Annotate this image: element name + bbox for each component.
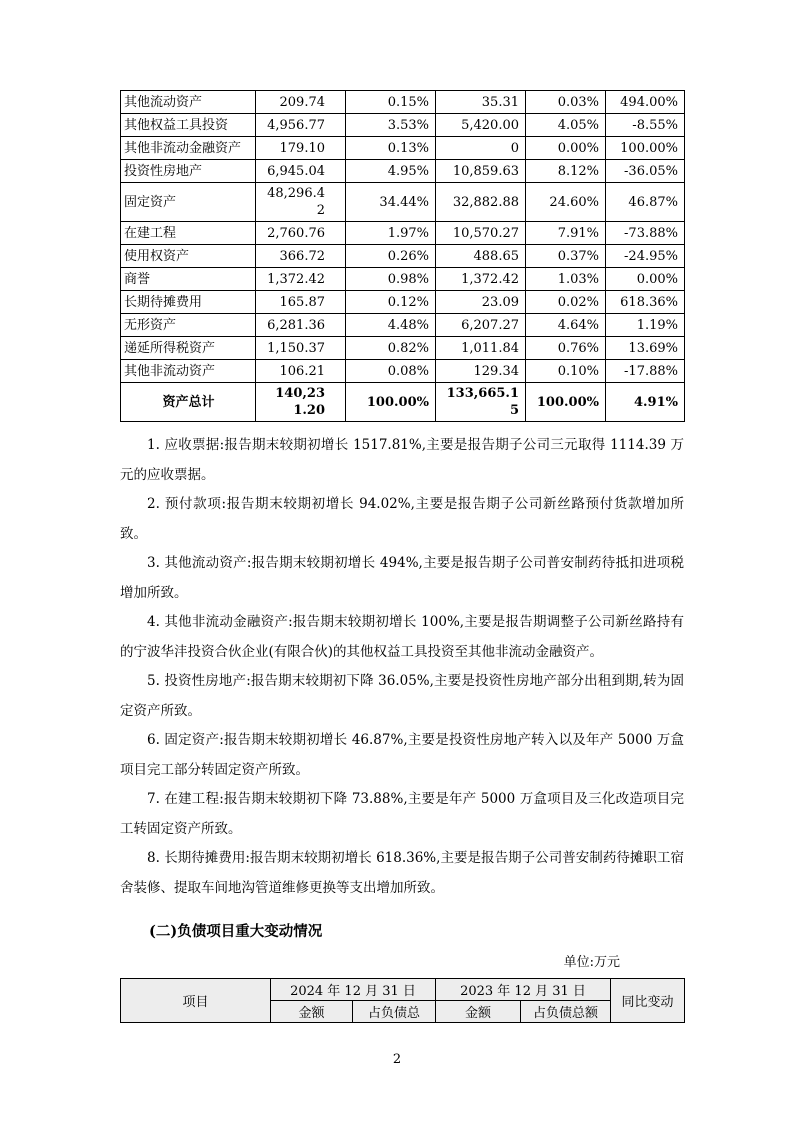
value-cell: 0.82% xyxy=(346,337,436,360)
value-cell: 209.74 xyxy=(256,91,346,114)
value-cell: -8.55% xyxy=(606,114,685,137)
page-content xyxy=(120,90,684,1023)
value-cell: 34.44% xyxy=(346,183,436,222)
value-cell: 32,882.88 xyxy=(436,183,526,222)
asset-total-row xyxy=(121,383,685,422)
asset-table-row xyxy=(121,183,685,222)
item-name-cell: 递延所得税资产 xyxy=(121,337,256,360)
asset-table-row xyxy=(121,114,685,137)
asset-table-row xyxy=(121,360,685,383)
value-cell: 0.00% xyxy=(526,137,606,160)
value-cell: 165.87 xyxy=(256,291,346,314)
value-cell: 1,150.37 xyxy=(256,337,346,360)
header-yoy: 同比变动 xyxy=(611,979,685,1023)
value-cell: 4.91% xyxy=(606,383,685,422)
asset-table-row xyxy=(121,222,685,245)
value-cell: 129.34 xyxy=(436,360,526,383)
value-cell: 494.00% xyxy=(606,91,685,114)
value-cell: 6,207.27 xyxy=(436,314,526,337)
value-cell: 10,859.63 xyxy=(436,160,526,183)
value-cell: 13.69% xyxy=(606,337,685,360)
note-paragraph: 5. 投资性房地产:报告期末较期初下降 36.05%,主要是投资性房地产部分出租到期,转为固定资产所致。 xyxy=(120,673,684,719)
value-cell: 4,956.77 xyxy=(256,114,346,137)
value-cell: 488.65 xyxy=(436,245,526,268)
value-cell: 0.15% xyxy=(346,91,436,114)
item-name-cell: 其他权益工具投资 xyxy=(121,114,256,137)
value-cell: 100.00% xyxy=(526,383,606,422)
value-cell: -73.88% xyxy=(606,222,685,245)
value-cell: 10,570.27 xyxy=(436,222,526,245)
value-cell: 6,281.36 xyxy=(256,314,346,337)
asset-table-row xyxy=(121,91,685,114)
item-name-cell: 其他非流动金融资产 xyxy=(121,137,256,160)
note-paragraph: 1. 应收票据:报告期末较期初增长 1517.81%,主要是报告期子公司三元取得 1114.39 万元的应收票据。 xyxy=(120,437,684,483)
value-cell: 0.12% xyxy=(346,291,436,314)
item-name-cell: 无形资产 xyxy=(121,314,256,337)
value-cell: 0.08% xyxy=(346,360,436,383)
value-cell: 1.97% xyxy=(346,222,436,245)
value-cell: 48,296.42 xyxy=(256,183,346,222)
note-paragraph: 2. 预付款项:报告期末较期初增长 94.02%,主要是报告期子公司新丝路预付货款增加所致。 xyxy=(120,496,684,542)
value-cell: 106.21 xyxy=(256,360,346,383)
asset-table-row xyxy=(121,337,685,360)
note-paragraph: 8. 长期待摊费用:报告期末较期初增长 618.36%,主要是报告期子公司普安制药待摊职工宿舍装修、提取车间地沟管道维修更换等支出增加所致。 xyxy=(120,850,684,896)
value-cell: 0.00% xyxy=(606,268,685,291)
value-cell: 0.26% xyxy=(346,245,436,268)
unit-label: 单位:万元 xyxy=(563,955,620,970)
notes xyxy=(120,431,684,903)
value-cell: 1.19% xyxy=(606,314,685,337)
value-cell: 6,945.04 xyxy=(256,160,346,183)
value-cell: 140,231.20 xyxy=(256,383,346,422)
value-cell: 0.10% xyxy=(526,360,606,383)
value-cell: 0.02% xyxy=(526,291,606,314)
value-cell: -17.88% xyxy=(606,360,685,383)
asset-table-row xyxy=(121,291,685,314)
asset-change-table xyxy=(120,90,685,422)
note-paragraph: 6. 固定资产:报告期末较期初增长 46.87%,主要是投资性房地产转入以及年产 5000 万盒项目完工部分转固定资产所致。 xyxy=(120,732,684,778)
value-cell: 179.10 xyxy=(256,137,346,160)
value-cell: 4.64% xyxy=(526,314,606,337)
liability-change-table xyxy=(120,978,685,1023)
asset-table-rows xyxy=(121,91,685,422)
item-name-cell: 固定资产 xyxy=(121,183,256,222)
header-item: 项目 xyxy=(121,979,271,1023)
header-date-2024: 2024 年 12 月 31 日 xyxy=(271,979,436,1001)
value-cell: 4.95% xyxy=(346,160,436,183)
item-name-cell: 商誉 xyxy=(121,268,256,291)
item-name-cell: 其他流动资产 xyxy=(121,91,256,114)
value-cell: 2,760.76 xyxy=(256,222,346,245)
value-cell: 24.60% xyxy=(526,183,606,222)
value-cell: 1.03% xyxy=(526,268,606,291)
item-name-cell: 投资性房地产 xyxy=(121,160,256,183)
value-cell: -24.95% xyxy=(606,245,685,268)
asset-table-row xyxy=(121,268,685,291)
item-name-cell: 长期待摊费用 xyxy=(121,291,256,314)
value-cell: 46.87% xyxy=(606,183,685,222)
value-cell: 4.05% xyxy=(526,114,606,137)
asset-table-row xyxy=(121,314,685,337)
value-cell: 8.12% xyxy=(526,160,606,183)
item-name-cell: 使用权资产 xyxy=(121,245,256,268)
value-cell: 3.53% xyxy=(346,114,436,137)
value-cell: 5,420.00 xyxy=(436,114,526,137)
value-cell: 0.98% xyxy=(346,268,436,291)
header-date-2023: 2023 年 12 月 31 日 xyxy=(436,979,611,1001)
section-heading-liabilities: (二)负债项目重大变动情况 xyxy=(149,923,323,940)
value-cell: 7.91% xyxy=(526,222,606,245)
asset-table-row xyxy=(121,160,685,183)
item-name-cell: 其他非流动资产 xyxy=(121,360,256,383)
value-cell: 100.00% xyxy=(346,383,436,422)
value-cell: 0.76% xyxy=(526,337,606,360)
value-cell: 1,372.42 xyxy=(256,268,346,291)
value-cell: 0 xyxy=(436,137,526,160)
value-cell: 366.72 xyxy=(256,245,346,268)
value-cell: 133,665.15 xyxy=(436,383,526,422)
value-cell: 23.09 xyxy=(436,291,526,314)
header-amount-2024: 金额 xyxy=(271,1001,353,1023)
note-paragraph: 7. 在建工程:报告期末较期初下降 73.88%,主要是年产 5000 万盒项目及三化改造项目完工转固定资产所致。 xyxy=(120,791,684,837)
value-cell: 1,372.42 xyxy=(436,268,526,291)
header-pct-2024: 占负债总 xyxy=(353,1001,436,1023)
page-number: 2 xyxy=(392,1052,402,1067)
asset-table-row xyxy=(121,137,685,160)
value-cell: 1,011.84 xyxy=(436,337,526,360)
header-pct-2023: 占负债总额 xyxy=(521,1001,611,1023)
header-amount-2023: 金额 xyxy=(436,1001,521,1023)
value-cell: 0.03% xyxy=(526,91,606,114)
value-cell: 100.00% xyxy=(606,137,685,160)
value-cell: 4.48% xyxy=(346,314,436,337)
liability-header-row-1 xyxy=(121,979,685,1001)
value-cell: 0.37% xyxy=(526,245,606,268)
item-name-cell: 在建工程 xyxy=(121,222,256,245)
asset-table-row xyxy=(121,245,685,268)
value-cell: 35.31 xyxy=(436,91,526,114)
item-name-cell: 资产总计 xyxy=(121,383,256,422)
value-cell: -36.05% xyxy=(606,160,685,183)
value-cell: 0.13% xyxy=(346,137,436,160)
note-paragraph: 3. 其他流动资产:报告期末较期初增长 494%,主要是报告期子公司普安制药待抵扣进项税增加所致。 xyxy=(120,555,684,601)
value-cell: 618.36% xyxy=(606,291,685,314)
note-paragraph: 4. 其他非流动金融资产:报告期末较期初增长 100%,主要是报告期调整子公司新丝路持有的宁波华沣投资合伙企业(有限合伙)的其他权益工具投资至其他非流动金融资产。 xyxy=(120,614,684,660)
